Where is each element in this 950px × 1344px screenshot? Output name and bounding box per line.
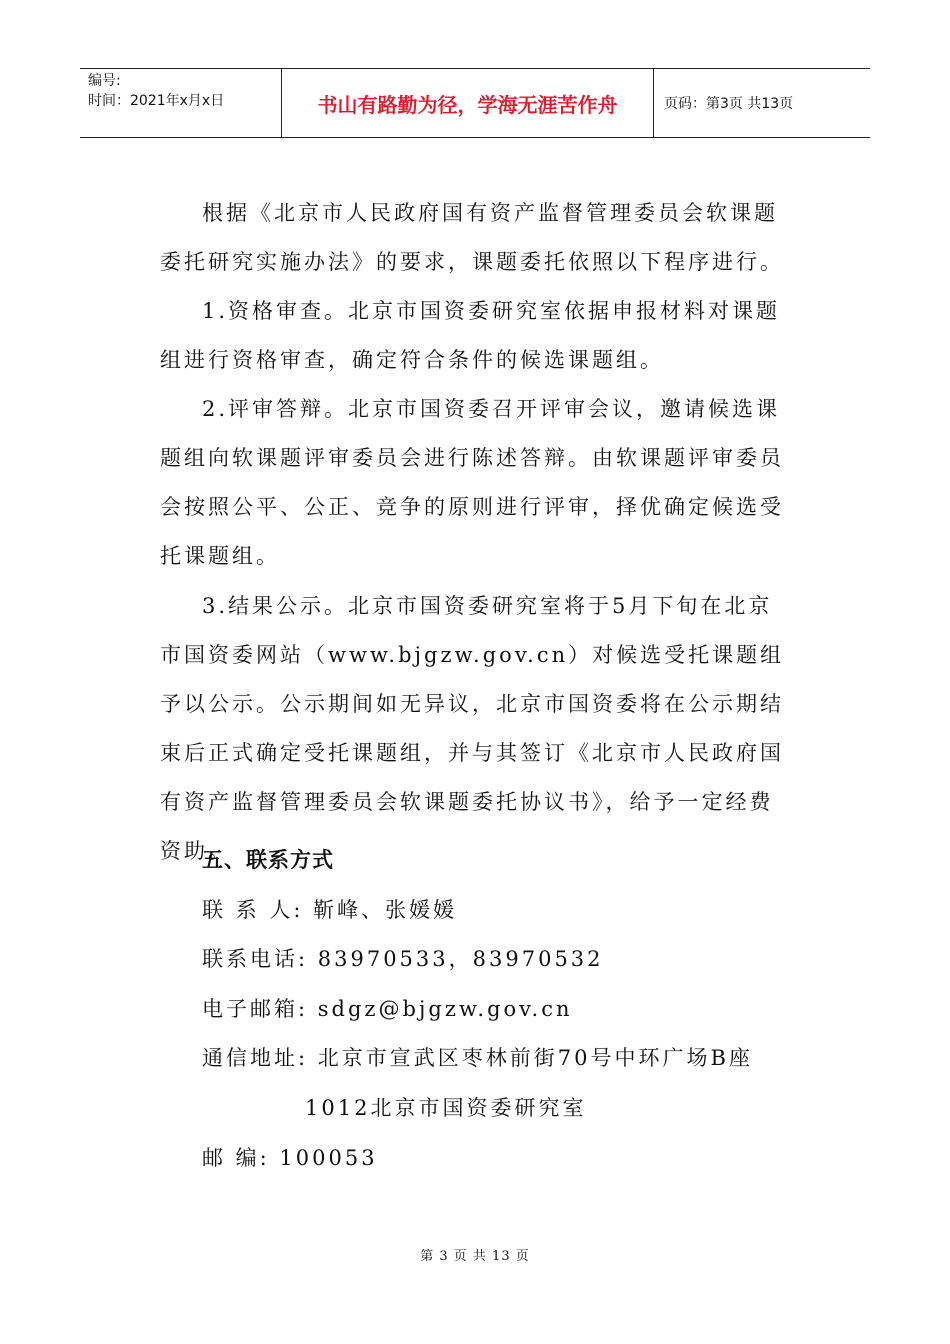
date-label: 时间：2021年x月x日 [88,93,225,109]
header-motto: 书山有路勤为径，学海无涯苦作舟 [282,69,654,137]
contact-phone: 联系电话: 83970533，83970532 [202,947,604,971]
paragraph-intro: 根据《北京市人民政府国有资产监督管理委员会软课题委托研究实施办法》的要求，课题委托依照以下程序进行。 [160,201,784,274]
paragraph-qualification: 1.资格审查。北京市国资委研究室依据申报材料对课题组进行资格审查，确定符合条件的候选课题组。 [160,299,781,372]
header-page-info: 页码：第3页 共13页 [664,96,794,112]
paragraph-publicity: 3.结果公示。北京市国资委研究室将于5月下旬在北京市国资委网站（www.bjgzw.gov.cn）对候选受托课题组予以公示。公示期间如无异议，北京市国资委将在公示期结束后正式确定受托课题组，并与其签订《北京市人民政府国有资产监督管理委员会软课题委托协议书》，给予一定经费资助。 [160,594,785,863]
header-meta [80,69,282,137]
contact-email: 电子邮箱: sdgz@bjgzw.gov.cn [202,997,573,1021]
contact-postcode: 邮 编: 100053 [202,1146,378,1170]
contact-person: 联 系 人: 靳峰、张媛媛 [202,898,458,922]
page-footer: 第 3 页 共 13 页 [420,1249,530,1264]
number-label: 编号: [88,73,121,89]
section-heading: 五、联系方式 [202,848,334,872]
contact-address: 通信地址: 北京市宣武区枣林前街70号中环广场B座 [202,1046,753,1070]
paragraph-review: 2.评审答辩。北京市国资委召开评审会议，邀请候选课题组向软课题评审委员会进行陈述答辩。由软课题评审委员会按照公平、公正、竞争的原则进行评审，择优确定候选受托课题组。 [160,397,784,568]
contact-address-cont: 1012北京市国资委研究室 [305,1096,587,1120]
page-header [80,68,870,138]
